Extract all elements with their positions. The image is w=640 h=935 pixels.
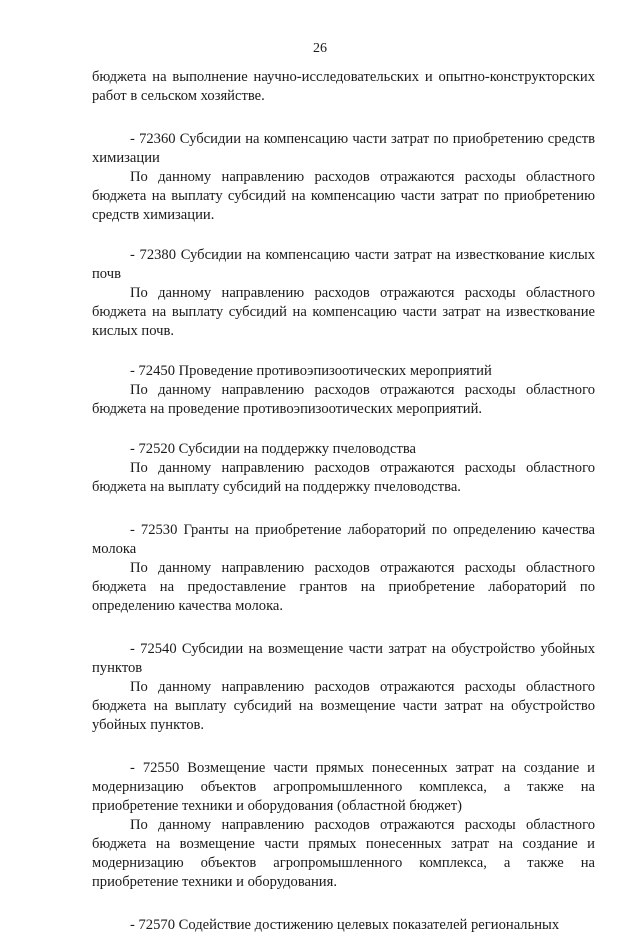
section-heading-72530: - 72530 Гранты на приобретение лабораторий по определению качества молока <box>92 522 595 557</box>
section-heading-72550: - 72550 Возмещение части прямых понесенных затрат на создание и модернизацию объектов агропромышленного комплекса, а также на приобретение техники и оборудования (областной бюджет) <box>92 760 595 814</box>
section-heading-72360: - 72360 Субсидии на компенсацию части затрат по приобретению средств химизации <box>92 131 595 166</box>
page-number: 26 <box>313 41 327 56</box>
intro-paragraph: бюджета на выполнение научно-исследовательских и опытно-конструкторских работ в сельском хозяйстве. <box>92 69 595 104</box>
section-text-72540: По данному направлению расходов отражаются расходы областного бюджета на выплату субсидий на возмещение части затрат на обустройство убойных пунктов. <box>92 679 595 733</box>
section-heading-72520: - 72520 Субсидии на поддержку пчеловодства <box>130 441 417 457</box>
document-body <box>92 68 595 935</box>
section-text-72520: По данному направлению расходов отражаются расходы областного бюджета на выплату субсидий на поддержку пчеловодства. <box>92 460 595 495</box>
section-text-72380: По данному направлению расходов отражаются расходы областного бюджета на выплату субсидий на компенсацию части затрат на известкование кислых почв. <box>92 285 595 339</box>
section-text-72530: По данному направлению расходов отражаются расходы областного бюджета на предоставление грантов на приобретение лабораторий по определению качества молока. <box>92 560 595 614</box>
section-text-72450: По данному направлению расходов отражаются расходы областного бюджета на проведение противоэпизоотических мероприятий. <box>92 382 595 417</box>
section-heading-72570: - 72570 Содействие достижению целевых показателей региональных <box>130 917 560 933</box>
section-heading-72450: - 72450 Проведение противоэпизоотических мероприятий <box>130 363 492 379</box>
section-text-72360: По данному направлению расходов отражаются расходы областного бюджета на выплату субсидий на компенсацию части затрат по приобретению средств химизации. <box>92 169 595 223</box>
section-text-72550: По данному направлению расходов отражаются расходы областного бюджета на возмещение части прямых понесенных затрат на создание и модернизацию объектов агропромышленного комплекса, а также на приобретение техники и оборудования. <box>92 817 595 890</box>
section-heading-72380: - 72380 Субсидии на компенсацию части затрат на известкование кислых почв <box>92 247 595 282</box>
section-heading-72540: - 72540 Субсидии на возмещение части затрат на обустройство убойных пунктов <box>92 641 595 676</box>
